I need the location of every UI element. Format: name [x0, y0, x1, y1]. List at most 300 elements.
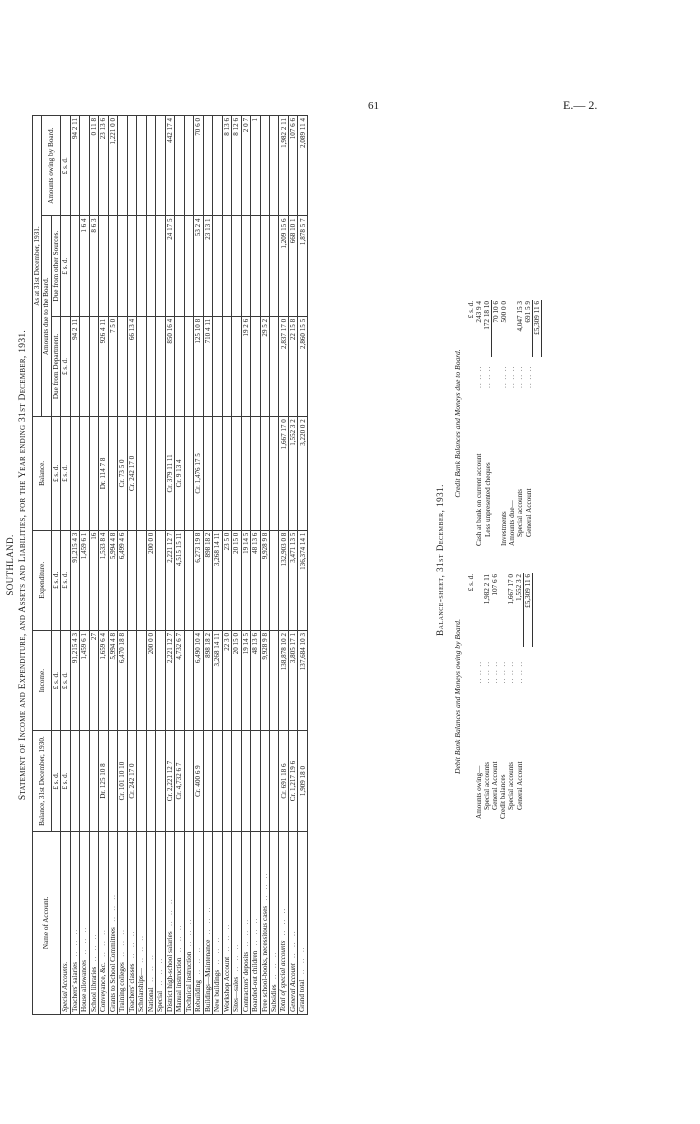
cell-balance [203, 417, 212, 530]
row-label: Contractors' deposits .. .. .. [241, 831, 250, 1014]
row-label: Conveyance, &c. .. .. .. [99, 831, 108, 1014]
cell-exp: 2,221 12 7 [165, 530, 174, 630]
cell-owing: 2 0 7 [241, 116, 250, 216]
total-cell-other: 1,209 15 6 [279, 216, 288, 316]
cell-dept: 29 5 2 [260, 316, 269, 416]
money-head-expenditure: £ s. d. [51, 530, 60, 630]
cell-dept [213, 316, 222, 416]
bs-leader: .. .. .. [500, 365, 508, 388]
table-title: Statement of Income and Expenditure, and Assets and Liabilities, for the Year ending 31st December, 1931. [18, 329, 28, 801]
bs-leader: .. .. .. [515, 660, 524, 684]
cell-dept: 19 2 6 [241, 316, 250, 416]
balance-sheet-row [524, 300, 533, 547]
cell-owing: 442 17 4 [165, 116, 174, 216]
cell-bal [108, 731, 117, 831]
cell-bal [89, 731, 98, 831]
row-label: Special .. .. .. [156, 831, 165, 1014]
col-amounts-owing-board: Amounts owing by Board. [42, 116, 61, 216]
cell-other [70, 216, 79, 316]
cell-balance: Cr. 242 17 0 [127, 417, 136, 530]
row-label: National .. .. .. [146, 831, 155, 1014]
cell-other: 8 6 3 [89, 216, 98, 316]
bs-row-amount: 1,982 2 11 [483, 574, 491, 605]
cell-dept: 125 10 8 [194, 316, 203, 416]
cell-bal: Cr. 2,221 12 7 [165, 731, 174, 831]
debit-money-head: £ s. d. [467, 574, 475, 592]
row-label: District high-school salaries .. .. .. [165, 831, 174, 1014]
bs-row-amount: 500 0 0 [500, 301, 508, 323]
money-head-row-3: £ s. d. [61, 530, 70, 630]
cell-balance [232, 417, 241, 530]
cell-exp: 3,268 14 11 [213, 530, 222, 630]
total-label: Grand total .. .. .. [298, 831, 307, 1014]
table-row [137, 116, 146, 1015]
cell-balance [146, 417, 155, 530]
cell-owing [137, 116, 146, 216]
total-cell-dept: 2,837 17 0 [279, 316, 288, 416]
total-cell-other: 1,878 5 7 [298, 216, 307, 316]
cell-other [184, 216, 193, 316]
row-label: Teachers' salaries .. .. .. [70, 831, 79, 1014]
cell-income: 6,470 18 8 [118, 631, 127, 731]
row-label: Teachers' classes .. .. .. [127, 831, 136, 1014]
cell-income [269, 631, 278, 731]
total-cell-exp: 136,374 14 1 [298, 530, 307, 630]
bs-row-amount: 70 10 6 [492, 300, 501, 357]
table-row [184, 116, 193, 1015]
cell-other [108, 216, 117, 316]
cell-exp [137, 530, 146, 630]
cell-other [213, 216, 222, 316]
credit-money-head: £ s. d. [467, 301, 475, 319]
bs-row-amount [508, 300, 516, 357]
table-row [80, 116, 89, 1015]
money-head-balance: £ s. d. [51, 417, 60, 530]
cell-bal: Cr. 242 17 0 [127, 731, 136, 831]
bs-leader: .. .. .. [483, 660, 491, 684]
cell-owing: 8 13 6 [222, 116, 231, 216]
bs-row-amount: 243 9 4 [475, 301, 483, 323]
col-assets-group: As at 31st December, 1931. [33, 116, 42, 417]
cell-exp: 20 15 0 [232, 530, 241, 630]
row-label: Technical instruction .. .. .. [184, 831, 193, 1014]
money-head-row-7: £ s. d. [61, 116, 70, 216]
cell-other [137, 216, 146, 316]
cell-exp [127, 530, 136, 630]
bs-row-label: Amounts due— [508, 500, 516, 546]
balance-sheet-row [515, 573, 524, 820]
cell-bal [251, 731, 260, 831]
bs-row-label [492, 396, 501, 547]
cell-exp: 4,515 15 11 [175, 530, 184, 630]
cell-income: 4,732 6 7 [175, 631, 184, 731]
total-cell-balance: 1,552 3 2 [288, 417, 297, 530]
total-cell-balance: 1,667 17 0 [279, 417, 288, 530]
table-row [260, 116, 269, 1015]
cell-income [137, 631, 146, 731]
cell-dept: 94 2 11 [70, 316, 79, 416]
table-body [70, 116, 279, 1015]
cell-balance [269, 417, 278, 530]
balance-sheet-row [475, 300, 483, 547]
cell-bal [232, 731, 241, 831]
balance-sheet-row [483, 573, 491, 820]
table-row [89, 116, 98, 1015]
cell-other [241, 216, 250, 316]
cell-balance [156, 417, 165, 530]
table-row [251, 116, 260, 1015]
cell-dept [137, 316, 146, 416]
cell-balance [80, 417, 89, 530]
cell-bal [213, 731, 222, 831]
cell-other [146, 216, 155, 316]
bs-row-label: Less unpresented cheques [483, 462, 492, 537]
table-row [232, 116, 241, 1015]
balance-sheet-row [492, 300, 501, 547]
cell-other [127, 216, 136, 316]
cell-income: 5,994 4 8 [108, 631, 117, 731]
cell-balance [108, 417, 117, 530]
total-cell-other: 668 10 1 [288, 216, 297, 316]
bs-leader: .. .. .. [516, 365, 524, 388]
cell-owing: 0 11 8 [89, 116, 98, 216]
row-label: Free school-books, necessitous cases .. .. .. [260, 831, 269, 1014]
cell-income: 19 14 5 [241, 631, 250, 731]
total-cell-balance: 3,220 0 2 [298, 417, 307, 530]
cell-dept: 926 4 11 [99, 316, 108, 416]
bs-row-label: Special accounts [507, 761, 515, 810]
bs-leader: .. .. .. [483, 365, 492, 388]
region-title: SOUTHLAND. [5, 534, 15, 596]
cell-dept [232, 316, 241, 416]
table-row [146, 116, 155, 1015]
cell-bal [146, 731, 155, 831]
total-cell-owing: 2,089 11 4 [298, 116, 307, 216]
row-label: Rebuilding .. .. .. [194, 831, 203, 1014]
cell-income [184, 631, 193, 731]
cell-other [260, 216, 269, 316]
cell-exp: 6,499 4 6 [118, 530, 127, 630]
cell-dept [118, 316, 127, 416]
cell-income: 200 0 0 [146, 631, 155, 731]
cell-exp: 9,928 9 8 [260, 530, 269, 630]
bs-leader: .. .. .. [491, 660, 499, 684]
cell-other: 1 6 4 [80, 216, 89, 316]
bs-row-label: General Account [491, 761, 499, 810]
cell-other [175, 216, 184, 316]
total-cell-bal: 1,909 18 0 [298, 731, 307, 831]
row-label: Buildings—Maintenance .. .. .. [203, 831, 212, 1014]
cell-owing: 1 [251, 116, 260, 216]
cell-exp: 898 18 2 [203, 530, 212, 630]
money-head-row-2: £ s. d. [61, 631, 70, 731]
total-cell-dept: 22 15 8 [288, 316, 297, 416]
cell-income [156, 631, 165, 731]
table-footer [279, 116, 307, 1015]
bs-leader [492, 357, 501, 396]
cell-exp: 16 [89, 530, 98, 630]
bs-row-label: General Account [524, 488, 533, 537]
balance-sheet-row [507, 573, 515, 820]
income-expenditure-table [32, 115, 308, 1015]
cell-dept [80, 316, 89, 416]
bs-leader: .. .. .. [508, 365, 516, 388]
money-head-row-5: £ s. d. [61, 316, 70, 416]
cell-balance: Cr. 73 5 0 [118, 417, 127, 530]
debit-total: £5,309 11 6 [524, 573, 533, 647]
col-balance: Balance. [33, 417, 52, 530]
col-account: Name of Account. [33, 831, 61, 1014]
table-row [127, 116, 136, 1015]
cell-owing [184, 116, 193, 216]
cell-income: 91,215 4 3 [70, 631, 79, 731]
cell-exp [269, 530, 278, 630]
bs-row-amount: 172 18 10 [483, 301, 491, 330]
cell-owing: 8 12 6 [232, 116, 241, 216]
bs-leader: .. .. .. [524, 365, 533, 388]
cell-dept: 850 16 4 [165, 316, 174, 416]
bs-row-label: Special accounts [483, 761, 491, 810]
bs-row-amount: 1,552 3 2 [515, 574, 523, 601]
cell-bal [70, 731, 79, 831]
cell-income: 6,490 10 4 [194, 631, 203, 731]
cell-other [222, 216, 231, 316]
bs-row-label: Special accounts [516, 488, 524, 537]
bs-row-amount [499, 573, 507, 647]
cell-owing [269, 116, 278, 216]
total-cell-owing: 1,982 2 11 [279, 116, 288, 216]
balance-sheet-row [483, 300, 492, 547]
cell-balance [222, 417, 231, 530]
col-income: Income. [33, 631, 52, 731]
cell-income: 22 3 0 [222, 631, 231, 731]
money-head-row-4: £ s. d. [61, 417, 70, 530]
cell-other [99, 216, 108, 316]
row-label: Training colleges .. .. .. [118, 831, 127, 1014]
cell-exp [156, 530, 165, 630]
cell-income: 898 18 2 [203, 631, 212, 731]
credit-total: £5,309 11 6 [533, 300, 542, 357]
bs-row-label: Cash at bank on current account [475, 453, 483, 546]
grand-total [298, 116, 307, 1015]
cell-balance [260, 417, 269, 530]
col-expenditure: Expenditure. [33, 530, 52, 630]
money-head-income: £ s. d. [51, 631, 60, 731]
total-cell-income: 138,878 10 2 [279, 631, 288, 731]
cell-bal [137, 731, 146, 831]
total-cell-exp: 132,903 0 8 [279, 530, 288, 630]
row-label: Subsidies .. .. .. [269, 831, 278, 1014]
row-label: School libraries .. .. .. [89, 831, 98, 1014]
bs-leader: .. .. .. [475, 365, 483, 388]
col-balance-1930: Balance, 31st December, 1930. [33, 731, 52, 831]
balance-sheet-row [508, 300, 516, 547]
balance-sheet-region [420, 300, 700, 820]
cell-other: 23 13 1 [203, 216, 212, 316]
table-row [194, 116, 203, 1015]
bs-row-amount [475, 573, 483, 647]
cell-other: 24 17 5 [165, 216, 174, 316]
cell-exp: 5,994 4 8 [108, 530, 117, 630]
bs-row-label: Investments [500, 511, 508, 546]
cell-exp: 23 5 0 [222, 530, 231, 630]
row-label: Workshop Account .. .. .. [222, 831, 231, 1014]
cell-dept [146, 316, 155, 416]
cell-owing [127, 116, 136, 216]
cell-owing [146, 116, 155, 216]
cell-other: 53 2 4 [194, 216, 203, 316]
cell-dept [251, 316, 260, 416]
debit-heading: Debit Bank Balances and Moneys owing by Board. [453, 619, 462, 774]
cell-income: 27 [89, 631, 98, 731]
cell-income: 20 15 0 [232, 631, 241, 731]
page-number: 61 [368, 100, 379, 112]
cell-exp: 200 0 0 [146, 530, 155, 630]
balance-sheet-row [499, 573, 507, 820]
bs-row-amount: 691 5 9 [524, 301, 532, 323]
cell-dept [156, 316, 165, 416]
balance-sheet-title: Balance-sheet, 31st December, 1931. [435, 484, 445, 636]
money-head-row-6: £ s. d. [61, 216, 70, 316]
total-special-accounts [279, 116, 288, 1015]
cell-bal [269, 731, 278, 831]
cell-dept [222, 316, 231, 416]
cell-balance [89, 417, 98, 530]
row-label: Sites—sales .. .. .. [232, 831, 241, 1014]
cell-other [232, 216, 241, 316]
cell-balance [70, 417, 79, 530]
cell-balance: Dr. 114 7 8 [99, 417, 108, 530]
cell-owing [203, 116, 212, 216]
table-row [175, 116, 184, 1015]
table-row [213, 116, 222, 1015]
table-row [269, 116, 278, 1015]
cell-exp: 1,533 8 4 [99, 530, 108, 630]
cell-balance [213, 417, 222, 530]
cell-owing: 94 2 11 [70, 116, 79, 216]
document-reference: E.— 2. [563, 98, 598, 112]
cell-balance: Cr. 379 11 11 [165, 417, 174, 530]
cell-bal [241, 731, 250, 831]
cell-income: 1,459 6 1 [80, 631, 89, 731]
cell-balance [184, 417, 193, 530]
total-cell-exp: 3,471 13 5 [288, 530, 297, 630]
cell-bal: Cr. 4,732 6 7 [175, 731, 184, 831]
table-row [222, 116, 231, 1015]
cell-income: 3,268 14 11 [213, 631, 222, 731]
cell-bal [156, 731, 165, 831]
cell-bal: Dr. 125 10 8 [99, 731, 108, 831]
total-cell-bal: Cr. 1,217 19 6 [288, 731, 297, 831]
cell-owing [80, 116, 89, 216]
balance-sheet-row [516, 300, 524, 547]
cell-exp: 91,215 4 3 [70, 530, 79, 630]
total-cell-income: 137,684 10 3 [298, 631, 307, 731]
total-general-account [288, 116, 297, 1015]
total-cell-dept: 2,860 15 5 [298, 316, 307, 416]
money-head-row-1: £ s. d. [61, 731, 70, 831]
cell-dept: 7 5 0 [108, 316, 117, 416]
table-row [156, 116, 165, 1015]
bs-leader: .. .. .. [499, 660, 507, 684]
row-label: Boarded-out children .. .. .. [251, 831, 260, 1014]
cell-income: 9,928 9 8 [260, 631, 269, 731]
cell-owing [118, 116, 127, 216]
cell-other [156, 216, 165, 316]
cell-income: 1,659 6 4 [99, 631, 108, 731]
cell-balance [251, 417, 260, 530]
bs-leader: .. .. .. [507, 660, 515, 684]
table-row [203, 116, 212, 1015]
cell-exp: 19 14 5 [241, 530, 250, 630]
cell-bal: Cr. 101 10 10 [118, 731, 127, 831]
table-row [118, 116, 127, 1015]
cell-dept: 710 4 11 [203, 316, 212, 416]
total-label: Total of special accounts .. .. .. [279, 831, 288, 1014]
cell-dept [175, 316, 184, 416]
total-cell-owing: 107 6 6 [288, 116, 297, 216]
cell-exp: 1,459 6 1 [80, 530, 89, 630]
cell-other [269, 216, 278, 316]
cell-balance [137, 417, 146, 530]
row-label: Manual instruction .. .. .. [175, 831, 184, 1014]
cell-other [118, 216, 127, 316]
table-row [70, 116, 79, 1015]
total-cell-bal: Cr. 691 18 6 [279, 731, 288, 831]
cell-balance [241, 417, 250, 530]
table-row [99, 116, 108, 1015]
cell-dept [269, 316, 278, 416]
col-due-other-sources: Due from other Sources. [51, 216, 60, 316]
row-label: Scholarships— .. .. .. [137, 831, 146, 1014]
cell-exp [184, 530, 193, 630]
cell-exp: 48 13 6 [251, 530, 260, 630]
row-label: Grants to School Committees .. .. .. [108, 831, 117, 1014]
cell-dept: 66 13 4 [127, 316, 136, 416]
cell-bal [222, 731, 231, 831]
cell-bal [80, 731, 89, 831]
bs-row-label: Amounts owing— [475, 765, 483, 819]
cell-owing [213, 116, 222, 216]
cell-owing [260, 116, 269, 216]
cell-dept [184, 316, 193, 416]
cell-bal: Cr. 400 6 9 [194, 731, 203, 831]
balance-sheet-row [491, 573, 499, 820]
cell-balance: Cr. 1,476 17 5 [194, 417, 203, 530]
cell-income [127, 631, 136, 731]
bs-leader: .. .. .. [475, 660, 483, 684]
cell-owing: 1,221 0 0 [108, 116, 117, 216]
bs-row-amount: 107 6 6 [491, 574, 499, 596]
total-label: General Account .. .. .. [288, 831, 297, 1014]
bs-row-label: Credit balances [499, 774, 507, 819]
balance-sheet-row [475, 573, 483, 820]
balance-sheet-credit-side [453, 300, 542, 547]
cell-bal [260, 731, 269, 831]
cell-bal [203, 731, 212, 831]
credit-heading: Credit Bank Balances and Moneys due to Board. [453, 349, 462, 498]
row-label: House allowances .. .. .. [80, 831, 89, 1014]
cell-balance: Cr. 9 13 4 [175, 417, 184, 530]
balance-sheet-row [500, 300, 508, 547]
group-special-accounts: Special Accounts. [61, 831, 70, 1014]
cell-income: 2,221 12 7 [165, 631, 174, 731]
balance-sheet-debit-side [453, 573, 542, 820]
cell-income: 48 13 6 [251, 631, 260, 731]
col-amounts-due-board: Amounts due to the Board. [42, 216, 51, 417]
cell-dept [89, 316, 98, 416]
total-cell-income: 3,805 17 1 [288, 631, 297, 731]
